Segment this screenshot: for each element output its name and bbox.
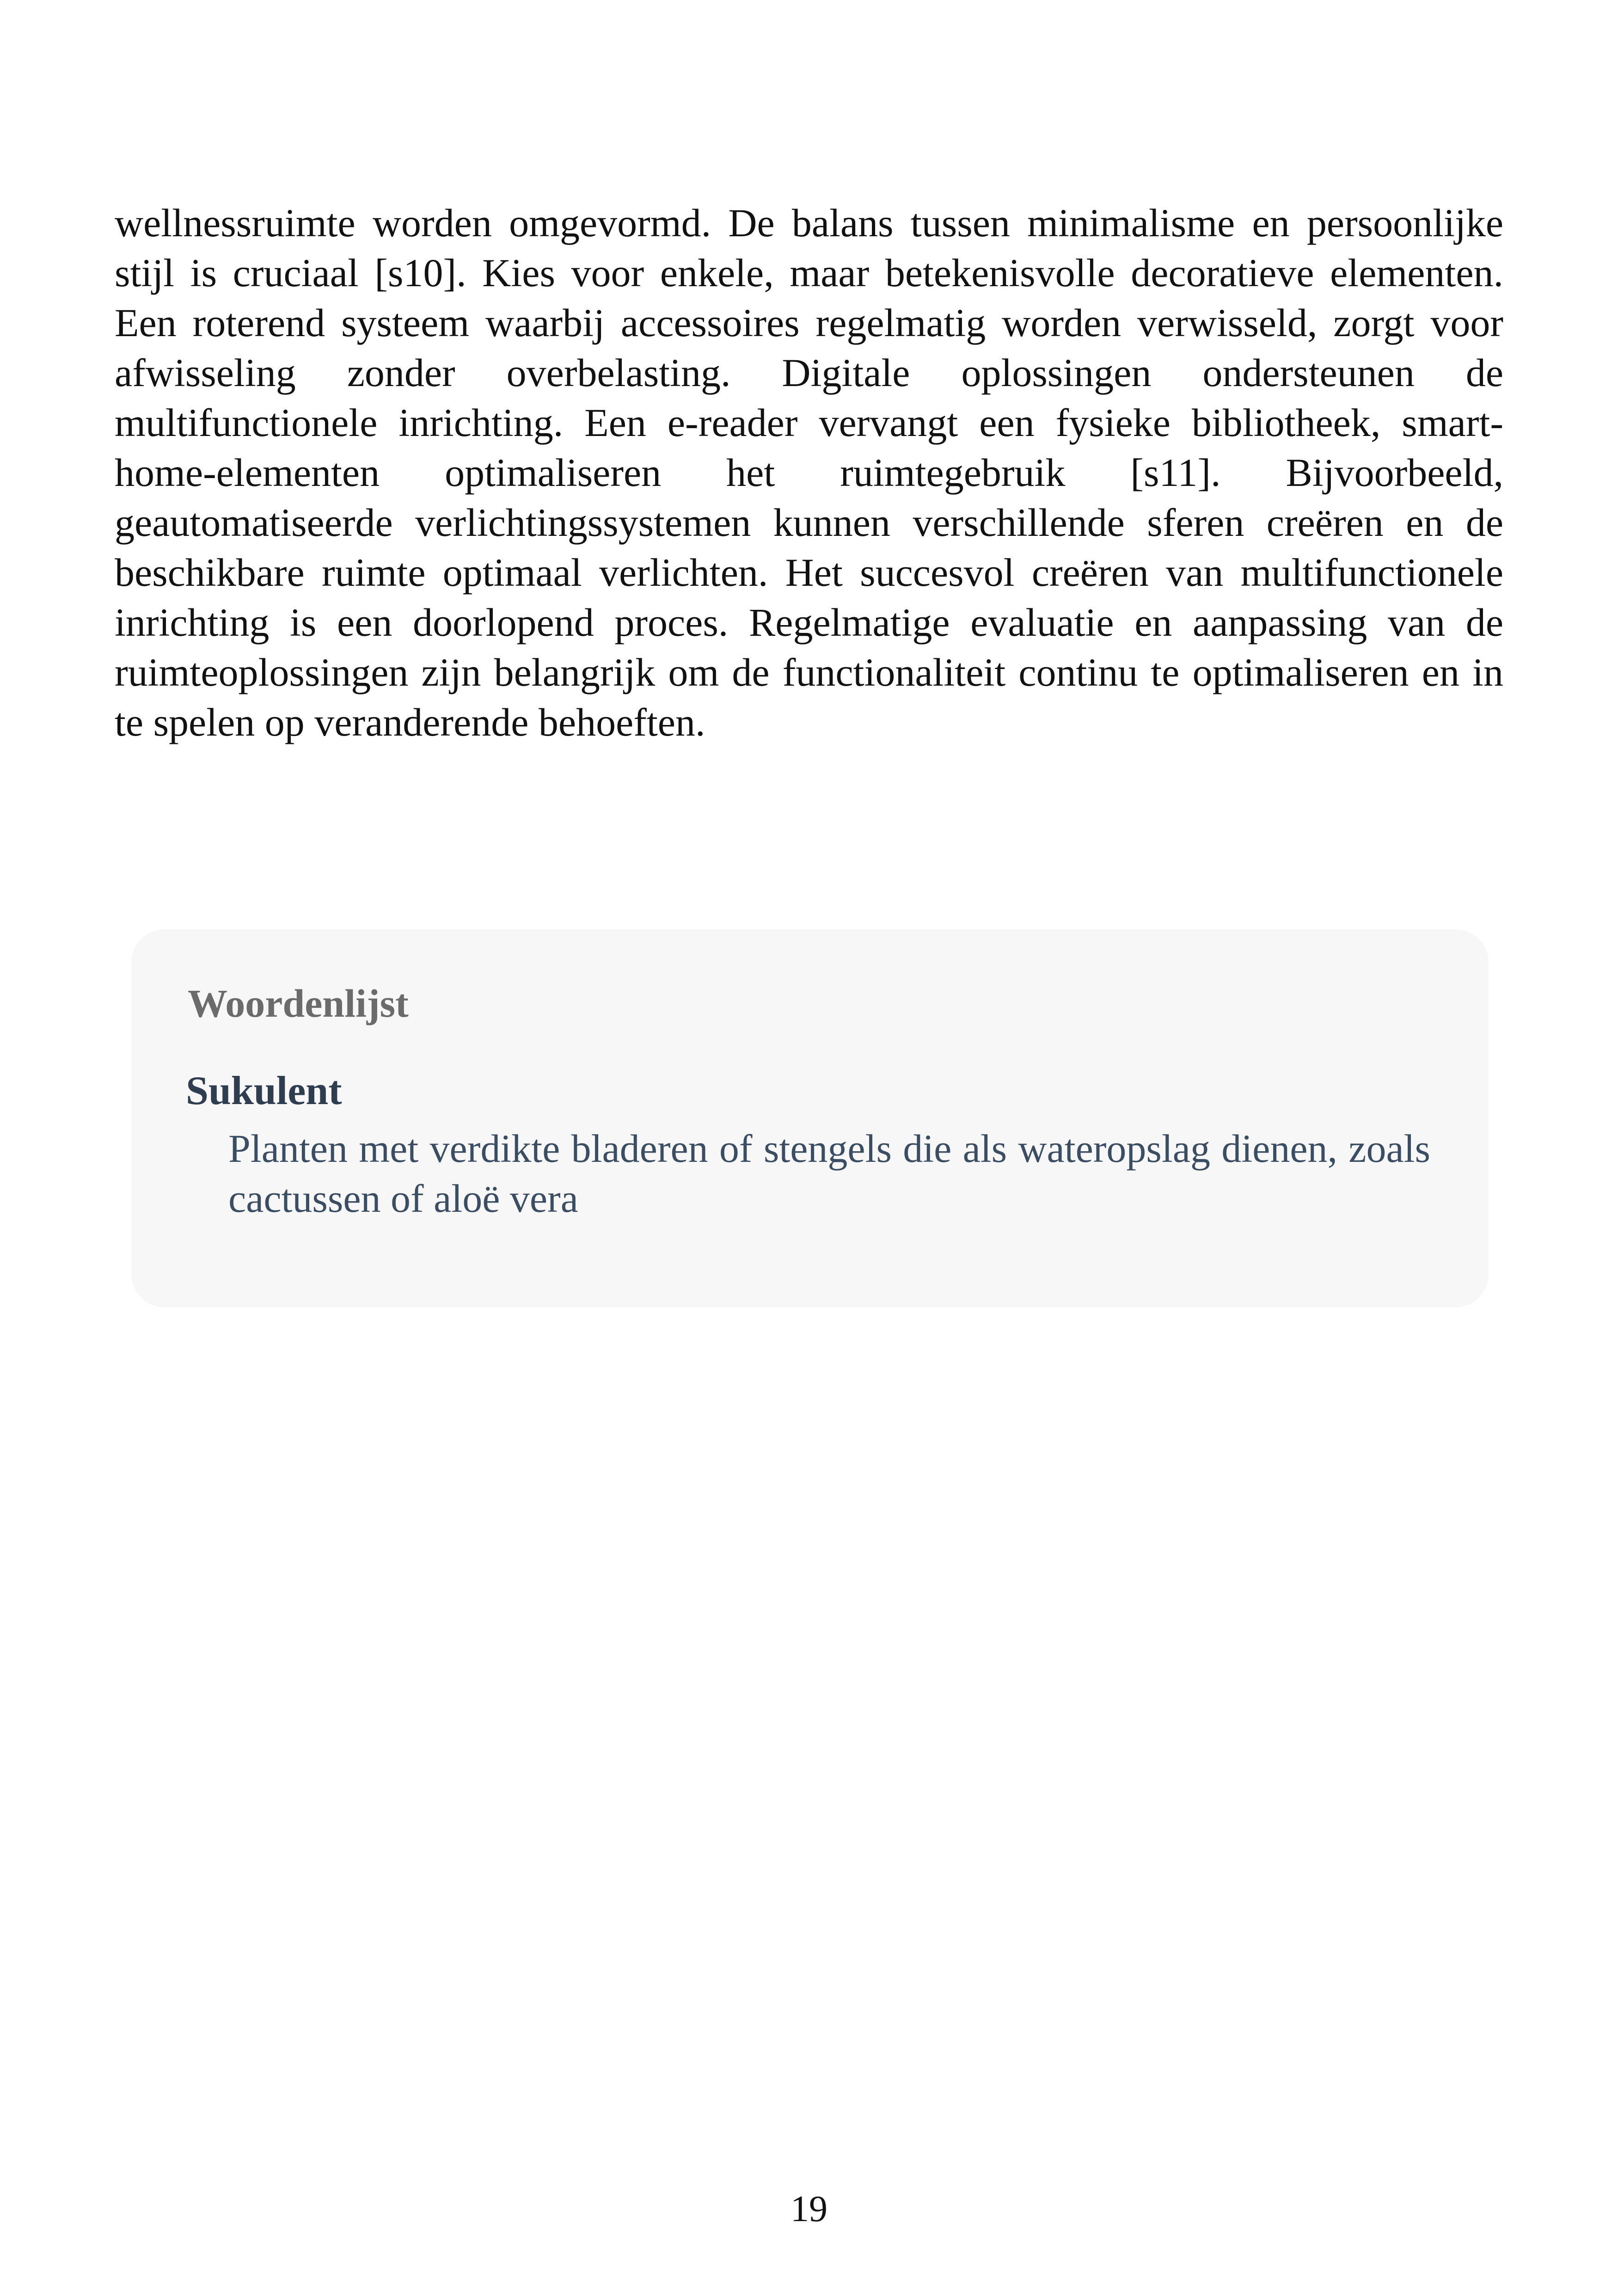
glossary-heading: Woordenlijst — [188, 981, 409, 1025]
body-paragraph: wellnessruimte worden omgevormd. De balans tussen minimalisme en persoonlijke stijl is cruciaal [s10]. Kies voor enkele, maar betekenisvolle decoratieve elementen. Een roterend systeem waarbij accessoires regelmatig worden verwisseld, zorgt voor afwisseling zonder overbelasting. Digitale oplossingen ondersteunen de multifunctionele inrichting. Een e-reader vervangt een fysieke bibliotheek, smart-home-elementen optimaliseren het ruimtegebruik [s11]. Bijvoorbeeld, geautomatiseerde verlichtingssystemen kunnen verschillende sferen creëren en de beschikbare ruimte optimaal verlichten. Het succesvol creëren van multifunctionele inrichting is een doorlopend proces. Regelmatige evaluatie en aanpassing van de ruimteoplossingen zijn belangrijk om de functionaliteit continu te optimaliseren en in te spelen op veranderende behoeften. — [115, 201, 1503, 744]
glossary-box — [131, 929, 1489, 1308]
glossary-term: Sukulent — [186, 1068, 342, 1113]
page-number: 19 — [791, 2189, 827, 2229]
glossary-definition: Planten met verdikte bladeren of stengels die als wateropslag dienen, zoals cactussen of aloë vera — [228, 1126, 1430, 1221]
